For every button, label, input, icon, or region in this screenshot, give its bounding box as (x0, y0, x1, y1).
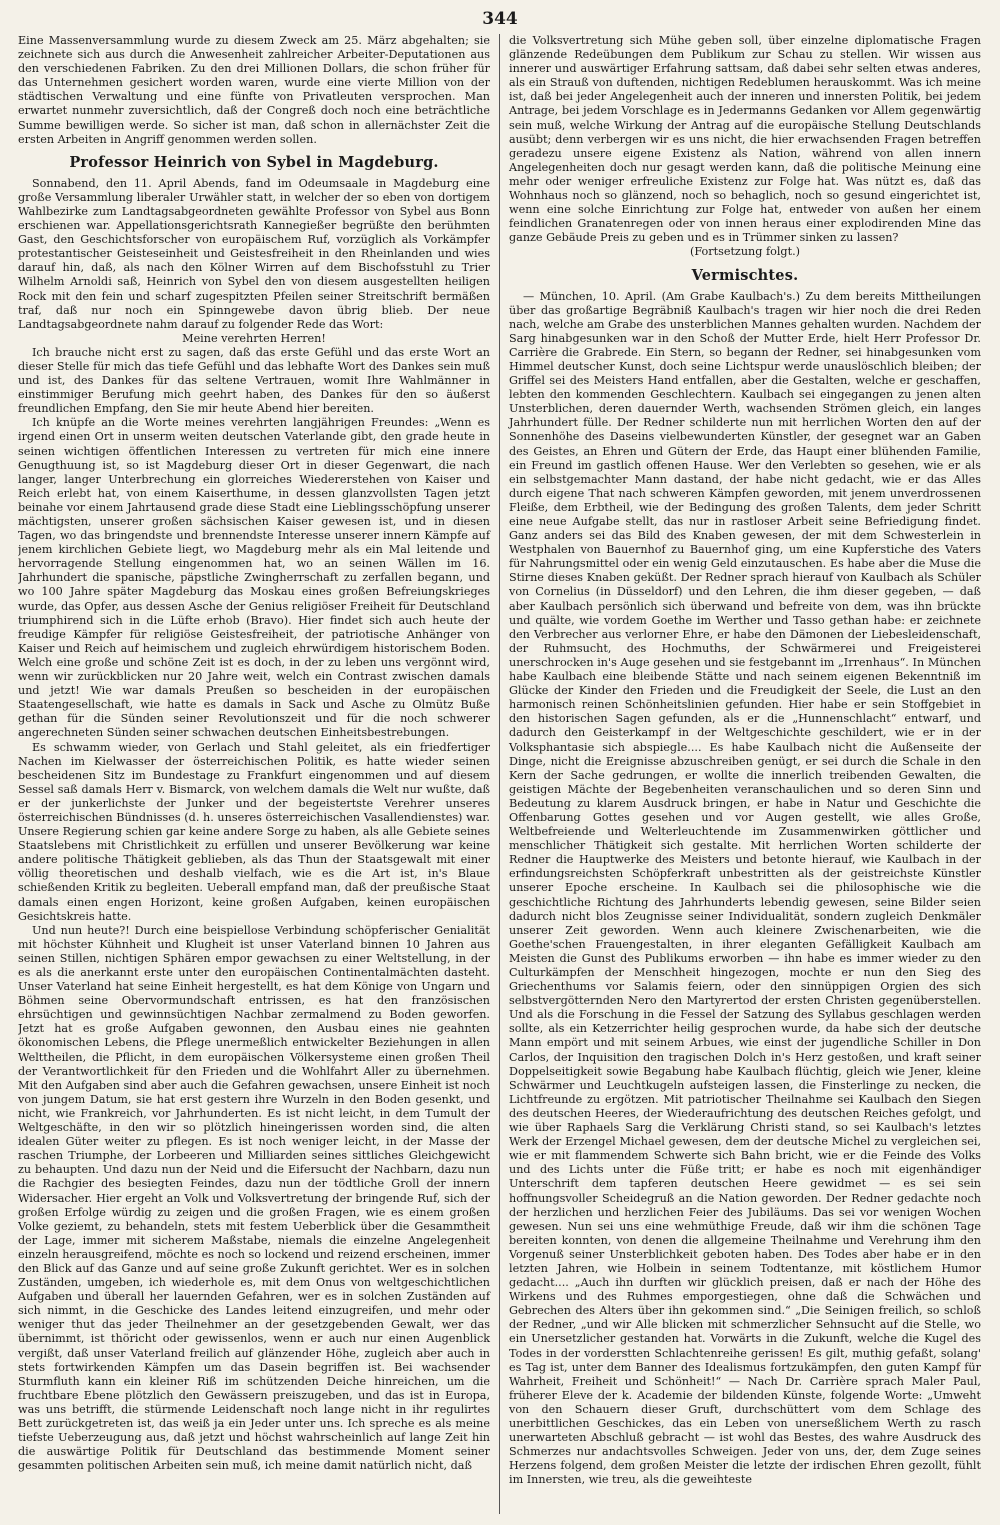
kaulbach-article: — München, 10. April. (Am Grabe Kaulbach's.) Zu dem bereits Mittheilungen über das großartige Begräbniß Kaulbach's tragen wir hier noch die drei Reden nach, welche am Grabe des unsterblichen Mannes gehalten wurden. Nachdem der Sarg hinabgesunken war in den Schoß der Mutter Erde, hielt Herr Professor Dr. Carrière die Grabrede. Ein Stern, so begann der Redner, sei hinabgesunken vom Himmel deutscher Kunst, doch seine Lichtspur werde unauslöschlich bleiben; der Griffel sei des Meisters Hand entfallen, aber die Gestalten, welche er geschaffen, lebten den kommenden Geschlechtern. Kaulbach sei eingegangen zu jenen alten Unsterblichen, deren dauernder Werth, wachsenden Strömen gleich, ein langes Jahrhundert fülle. Der Redner schilderte nun mit herrlichen Worten den auf der Sonnenhöhe des Daseins vielbewunderten Künstler, der gesegnet war an Gaben des Geistes, an Ehren und Gütern der Erde, das Haupt einer blühenden Familie, ein Freund im gastlich offenen Hause. Wer den Verlebten so gesehen, wie er als ein selbstgemachter Mann dastand, der habe nicht gedacht, wie er das Alles durch eigene That nach schweren Kämpfen geworden, mit jenem unverdrossenen Fleiße, dem Erbtheil, wie der Bedingung des großen Talents, dem jeder Schritt eine neue Aufgabe stellt, das nur in rastloser Arbeit seine Befriedigung findet. Ganz anders sei das Bild des Knaben gewesen, der mit dem Schwesterlein in Westphalen von Bauernhof zu Bauernhof ging, um eine Kupferstiche des Vaters für Nahrungsmittel oder ein wenig Geld einzutauschen. Es habe aber die Muse die Stirne dieses Knaben geküßt. Der Redner sprach hierauf von Kaulbach als Schüler von Cornelius (in Düsseldorf) und den Lehren, die ihm dieser gegeben, — daß aber Kaulbach persönlich sich überwand und befreite von dem, was ihn brückte und quälte, wie vordem Goethe im Werther und Tasso gethan habe: er zeichnete den Verbrecher aus verlorner Ehre, er habe den Dämonen der Liebesleidenschaft, der Ruhmsucht, des Hochmuths, der Schwärmerei und Freigeisterei unerschrocken in's Auge gesehen und sie festgebannt im „Irrenhaus“. In München habe Kaulbach eine bleibende Stätte und nach seinem eigenen Bekenntniß im Glücke der Kinder den Frieden und die Freudigkeit der Seele, die Lust an den harmonisch reinen Schönheitslinien gefunden. Hier habe er sein Stoffgebiet in den historischen Sagen gefunden, als er die „Hunnenschlacht“ entwarf, und dadurch den Geisterkampf in der Weltgeschichte geschildert, wie er in der Volksphantasie sich abspiegle.... Es habe Kaulbach nicht die Außenseite der Dinge, nicht die Ereignisse abzuschreiben genügt, er sei durch die Schale in den Kern der Sache gedrungen, er wollte die innerlich treibenden Gewalten, die geistigen Mächte der Begebenheiten veranschaulichen und so deren Sinn und Bedeutung zu klarem Ausdruck bringen, er habe in Natur und Geschichte die Offenbarung Gottes gesehen und vor Augen gestellt, wie alles Große, Weltbefreiende und Welterleuchtende im Zusammenwirken göttlicher und menschlicher Thätigkeit sich gestalte. Mit herrlichen Worten schilderte der Redner die Hauptwerke des Meisters und betonte hierauf, wie Kaulbach in der erfindungsreichsten Schöpferkraft unbestritten als der geistreichste Künstler unserer Epoche erscheine. In Kaulbach sei die philosophische wie die geschichtliche Richtung des Jahrhunderts lebendig gewesen, seine Bilder seien dadurch nicht blos Zeugnisse seiner Individualität, sondern zugleich Denkmäler unserer Zeit geworden. Wenn auch kleinere Zwischenarbeiten, wie die Goethe'schen Frauengestalten, in ihrer eleganten Gefälligkeit Kaulbach am Meisten die Gunst des Publikums erworben — ihn habe es immer wieder zu den Culturkämpfen der Menschheit hingezogen, mochte er nun den Sieg des Griechenthums vor Salamis feiern, oder den sinnüppigen Orgien des sich selbstvergötternden Nero den Martyrertod der ersten Christen gegenüberstellen. Und als die Forschung in die Fessel der Satzung des Syllabus geschlagen werden sollte, als ein Ketzerrichter heilig gesprochen wurde, da habe sich der deutsche Mann empört und mit seinem Arbues, wie einst der jugendliche Schiller in Don Carlos, der Inquisition den tragischen Dolch in's Herz gestoßen, und kraft seiner Doppelseitigkeit sowie Begabung habe Kaulbach flüchtig, gleich wie Jener, kleine Schwärmer und Leuchtkugeln aufsteigen lassen, die Finsterlinge zu necken, die Lichtfreunde zu ergötzen. Mit patriotischer Theilnahme sei Kaulbach den Siegen des deutschen Heeres, der Wiederaufrichtung des deutschen Reiches gefolgt, und wie über Raphaels Sarg die Verklärung Christi stand, so sei Kaulbach's letztes Werk der Erzengel Michael gewesen, dem der deutsche Michel zu vergleichen sei, wie er mit flammendem Schwerte sich Bahn bricht, wie er die Feinde des Volks und des Lichts unter die Füße tritt; er habe es noch mit eigenhändiger Unterschrift dem tapferen deutschen Heere gewidmet — es sei sein hoffnungsvoller Scheidegruß an die Nation geworden. Der Redner gedachte noch der herzlichen und herzlichen Feier des Jubiläums. Das sei vor wenigen Wochen gewesen. Nun sei uns eine wehmüthige Freude, daß wir ihm die schönen Tage bereiten konnten, von denen die allgemeine Theilnahme und Verehrung ihm den Vorgenuß seiner Unsterblichkeit geboten haben. Des Todes aber habe er in den letzten Jahren, wie Holbein in seinem Todtentanze, mit köstlichem Humor gedacht.... „Auch ihn durften wir glücklich preisen, daß er nach der Höhe des Wirkens und des Ruhmes emporgestiegen, ohne daß die Schwächen und Gebrechen des Alters über ihn gekommen sind.“ „Die Seinigen freilich, so schloß der Redner, „und wir Alle blicken mit schmerzlicher Sehnsucht auf die Stelle, wo ein Unersetzlicher gestanden hat. Vorwärts in die Zukunft, welche die Kugel des Todes in der vorderstten Schlachtenreihe gerissen! Es gilt, muthig gefaßt, solang' es Tag ist, unter dem Banner des Idealismus fortzukämpfen, den guten Kampf für Wahrheit, Freiheit und Schönheit!“ — Nach Dr. Carrière sprach Maler Paul, früherer Eleve der k. Academie der bildenden Künste, folgende Worte: „Umweht von den Schauern dieser Gruft, durchschüttert vom dem Schlage des unerbittlichen Geschickes, das ein Leben von unerseßlichem Werth zu rasch unerwarteten Abschluß gebracht — ist wohl das Bestes, des wahre Ausdruck des Schmerzes nur andachtsvolles Schweigen. Jeder von uns, der, dem Zuge seines Herzens folgend, dem großen Meister die letzte der irdischen Ehren gezollt, fühlt im Innersten, wie treu, als die geweihteste (509, 289, 981, 1487)
sybel-paragraph-4: Es schwamm wieder, von Gerlach und Stahl geleitet, als ein friedfertiger Nachen im Kielwasser der österreichischen Politik, es hatte wieder seinen bescheidenen Sitz im Bundestage zu Frankfurt eingenommen und auf diesem Sessel saß damals Herr v. Bismarck, von welchem damals die Welt nur wußte, daß er der junkerlichste der Junker und der begeistertste Verehrer unseres österreichischen Bündnisses (d. h. unseres österreichischen Vasallendienstes) war. Unsere Regierung schien gar keine andere Sorge zu haben, als alle Gebiete seines Staatslebens mit Christlichkeit zu erfüllen und unserer Bevölkerung war keine andere politische Thätigkeit geblieben, als das Thun der Staatsgewalt mit einer völlig theoretischen und deshalb vielfach, wie es die Art ist, in's Blaue schießenden Kritik zu begleiten. Ueberall empfand man, daß der preußische Staat damals einen engen Horizont, keine großen Aufgaben, keinen europäischen Gesichtskreis hatte. (18, 740, 490, 923)
sybel-paragraph-5: Und nun heute?! Durch eine beispiellose Verbindung schöpferischer Genialität mit höchster Kühnheit und Klugheit ist unser Vaterland binnen 10 Jahren aus seinen Stillen, nichtigen Sphären empor gewachsen zu einer Weltstellung, in der es als die anerkannt erste unter den europäischen Continentalmächten dasteht. Unser Vaterland hat seine Einheit hergestellt, es hat dem Könige von Ungarn und Böhmen seine Obervormundschaft entrissen, es hat den französischen ehrsüchtigen und gewinnsüchtigen Nachbar zermalmend zu Boden geworfen. Jetzt hat es große Aufgaben gewonnen, den Ausbau eines nie geahnten ökonomischen Lebens, die Pflege unermeßlich entwickelter Beziehungen in allen Welttheilen, die Pflicht, in dem europäischen Völkersysteme einen großen Theil der Verantwortlichkeit für den Frieden und die Wohlfahrt Aller zu übernehmen. Mit den Aufgaben sind aber auch die Gefahren gewachsen, unsere Einheit ist noch von jungem Datum, sie hat erst gestern ihre Wurzeln in den Boden gesenkt, und nicht, wie Frankreich, vor Jahrhunderten. Es ist nicht leicht, in dem Tumult der Weltgeschäfte, in den wir so plötzlich hineingerissen worden sind, die alten idealen Güter weiter zu pflegen. Es ist noch weniger leicht, in der Masse der raschen Triumphe, der Lorbeeren und Milliarden seines sittliches Gleichgewicht zu behaupten. Und dazu nun der Neid und die Eifersucht der Nachbarn, dazu nun die Rachgier des besiegten Feindes, dazu nun der tödtliche Groll der innern Widersacher. Hier ergeht an Volk und Volksvertretung der bringende Ruf, sich der großen Erfolge würdig zu zeigen und die großen Fragen, wie es einem großen Volke geziemt, zu behandeln, stets mit festem Ueberblick über die Gesammtheit der Lage, immer mit sicherem Maßstabe, niemals die einzelne Angelegenheit einzeln herausgreifend, möchte es noch so lockend und reizend erscheinen, immer den Blick auf das Ganze und auf seine große Zukunft gerichtet. Wer es in solchen Zuständen, umgeben, ich wiederhole es, mit dem Onus von weltgeschichtlichen Aufgaben und überall her lauernden Gefahren, wer es in solchen Zuständen auf sich nimmt, in die Geschicke des Landes leitend einzugreifen, und mehr oder weniger thut das jeder Theilnehmer an der gesetzgebenden Gewalt, wer das übernimmt, ist thöricht oder gewissenlos, wenn er auch nur einen Augenblick vergißt, daß unser Vaterland freilich auf glänzender Höhe, zugleich aber auch in stets fortwirkenden Kämpfen um das Dasein begriffen ist. Bei wachsender Sturmfluth kann ein kleiner Riß im schützenden Deiche hinreichen, um die fruchtbare Ebene plötzlich den Gewässern preiszugeben, und das ist in Europa, was uns betrifft, die stürmende Leidenschaft noch lange nicht in ihr regulirtes Bett zurückgetreten ist, das weiß ja ein Jeder unter uns. Ich spreche es als meine tiefste Ueberzeugung aus, daß jetzt und höchst wahrscheinlich auf lange Zeit hin die auswärtige Politik für Deutschland das bestimmende Moment seiner gesammten politischen Arbeiten sein muß, ich meine damit natürlich nicht, daß (18, 923, 490, 1473)
speech-continuation: die Volksvertretung sich Mühe geben soll, über einzelne diplomatische Fragen glänzende Redeübungen dem Publikum zur Schau zu stellen. Wir wissen aus innerer und auswärtiger Erfahrung sattsam, daß dabei sehr selten etwas anderes, als ein Strauß von duftenden, nichtigen Redeblumen herauskommt. Was ich meine ist, daß bei jeder Angelegenheit auch der inneren und innersten Politik, bei jedem Antrage, bei jedem Vorschlage es in Jedermanns Gedanken vor Allem gegenwärtig sein muß, welche Wirkung der Antrag auf die europäische Stellung Deutschlands ausübt; denn verbergen wir es uns nicht, die hier erwachsenden Fragen betreffen geradezu unsere eigene Existenz als Nation, während von allen innern Angelegenheiten doch nur gesagt werden kann, daß die politische Meinung eine mehr oder weniger erfreuliche Existenz zur Folge hat. Was nützt es, daß das Wohnhaus noch so glänzend, noch so behaglich, noch so gesund eingerichtet ist, wenn eine solche Einrichtung zur Folge hat, entweder von außen her einem feindlichen Granatenregen oder von innen heraus einer explodirenden Mine das ganze Gebäude Preis zu geben und es in Trümmer sinken zu lassen? (509, 34, 981, 245)
sybel-paragraph-3: Ich knüpfe an die Worte meines verehrten langjährigen Freundes: „Wenn es irgend einen Ort in unserm weiten deutschen Vaterlande gibt, den grade heute in seinen wichtigen öffentlichen Interessen zu vertreten für mich eine innere Genugthuung ist, so ist Magdeburg dieser Ort in dieser Gegenwart, die nach langer, langer Unterbrechung ein glorreiches Wiedererstehen von Kaiser und Reich erlebt hat, von einem Kaiserthume, in dessen glanzvollsten Tagen jetzt beinahe vor einem Jahrtausend grade diese Stadt eine Lieblingsschöpfung unserer mächtigsten, unserer großen sächsischen Kaiser gewesen ist, und in diesen Tagen, wo das bringendste und brennendste Interesse unserer innern Kämpfe auf jenem kirchlichen Gebiete liegt, wo Magdeburg mehr als ein Mal leitende und hervorragende Stellung eingenommen hat, wo an seinen Wällen im 16. Jahrhundert die spanische, päpstliche Zwingherrschaft zu zerfallen begann, und wo 100 Jahre später Magdeburg das Moskau eines großen Befreiungskrieges wurde, das Opfer, aus dessen Asche der Genius religiöser Freiheit für Deutschland triumphirend sich in die Lüfte erhob (Bravo). Hier findet sich auch heute der freudige Kämpfer für religiöse Geistesfreiheit, der patriotische Anhänger von Kaiser und Reich auf heimischem und zugleich ehrwürdigem historischem Boden. Welch eine große und schöne Zeit ist es doch, in der zu leben uns vergönnt wird, wenn wir zurückblicken nur 20 Jahre weit, welch ein Contrast zwischen damals und jetzt! Wie war damals Preußen so bescheiden in der europäischen Staatengesellschaft, wie hatte es damals in Sack und Asche zu Olmütz Buße gethan für die Sünden seiner Revolutionszeit und für die noch schwerer angerechneten Sünden seiner schwachen deutschen Einheitsbestrebungen. (18, 416, 490, 740)
left-column (18, 34, 499, 1514)
speech-salutation: Meine verehrten Herren! (182, 331, 326, 345)
sybel-paragraph-1: Sonnabend, den 11. April Abends, fand im Odeumsaale in Magdeburg eine große Versammlung liberaler Urwähler statt, in welcher der so eben von dortigem Wahlbezirke zum Landtagsabgeordneten gewählte Professor von Sybel aus Bonn erschienen war. Appellationsgerichtsrath Kannegießer begrüßte den berühmten Gast, den Geschichtsforscher von europäischem Ruf, vorzüglich als Vorkämpfer protestantischer Geisteseinheit und Geistesfreiheit in den Rheinlanden und wies darauf hin, daß, als nach den Kölner Wirren auf dem Bischofsstuhl zu Trier Wilhelm Arnoldi saß, Heinrich von Sybel den von diesem ausgestellten heiligen Rock mit den fein und scharf zugespitzten Pfeilen seiner Streitschrift bermäßen traf, daß nur noch ein Spinngewebe davon übrig blieb. Der neue Landtagsabgeordnete nahm darauf zu folgender Rede das Wort: (18, 176, 490, 331)
right-column (499, 34, 981, 1514)
sybel-headline: Professor Heinrich von Sybel in Magdeburg. (69, 153, 439, 171)
page-number: 344 (482, 9, 518, 29)
continued-note: (Fortsetzung folgt.) (689, 245, 800, 259)
sybel-paragraph-2: Ich brauche nicht erst zu sagen, daß das erste Gefühl und das erste Wort an dieser Stelle für mich das tiefe Gefühl und das lebhafte Wort des Dankes sein muß und ist, des Dankes für das seltene Vertrauen, womit Ihre Wahlmänner in einstimmiger Berufung mich geehrt haben, des Dankes für den so äußerst freundlichen Empfang, den Sie mir heute Abend hier bereiten. (18, 345, 490, 416)
miscellaneous-headline: Vermischtes. (691, 266, 799, 284)
columns (18, 34, 982, 1514)
intro-paragraph: Eine Massenversammlung wurde zu diesem Zweck am 25. März abgehalten; sie zeichnete sich aus durch die Anwesenheit zahlreicher Arbeiter-Deputationen aus den verschiedenen Fabriken. Zu den drei Millionen Dollars, die schon früher für das Unternehmen gesichert worden waren, wurde eine vierte Million von der städtischen Verwaltung und eine fünfte von Privatleuten versprochen. Man erwartet nunmehr zuversichtlich, daß der Congreß doch noch eine beträchtliche Summe bewilligen werde. So sicher ist man, daß schon in allernächster Zeit die ersten Arbeiten in Angriff genommen werden sollen. (18, 34, 490, 146)
